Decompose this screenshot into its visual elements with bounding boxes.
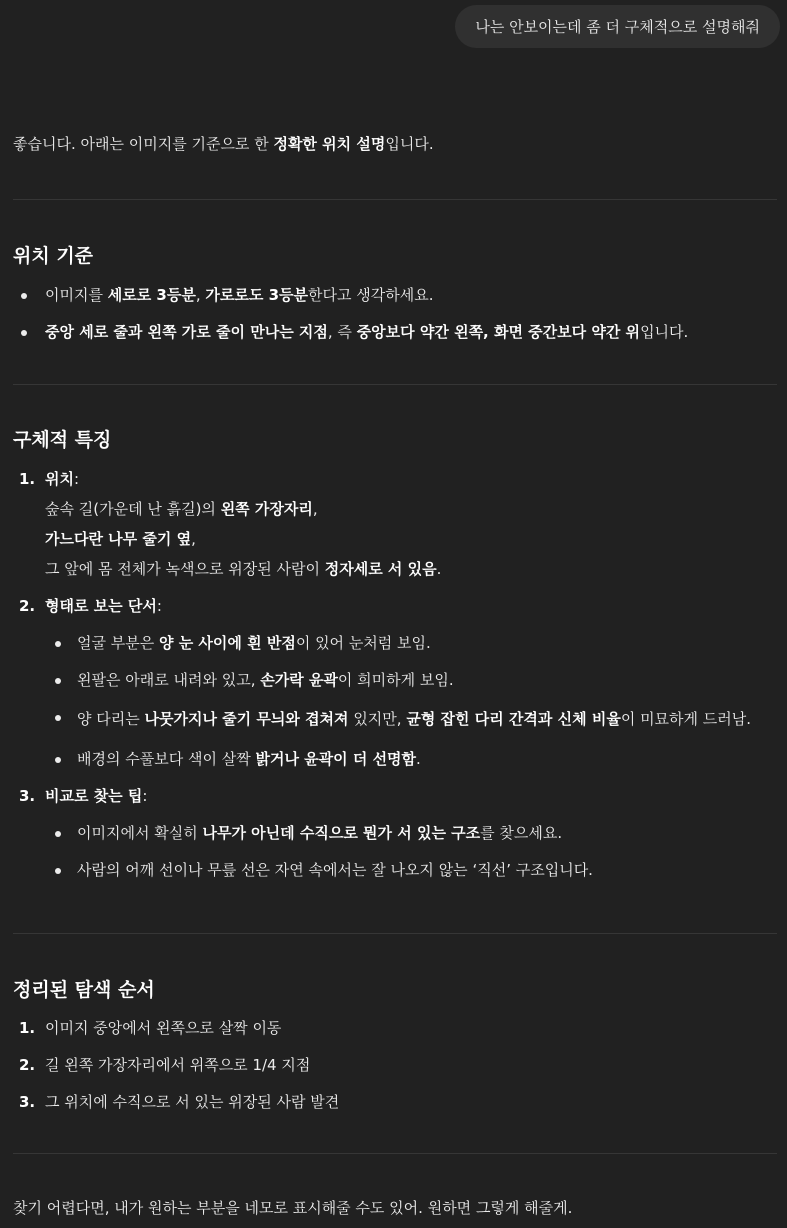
features-ordered-list	[13, 466, 777, 894]
divider	[13, 933, 777, 934]
list-item: 1. 위치: 숲속 길(가운데 난 흙길)의 왼쪽 가장자리, 가느다란 나무 줄기 옆, 그 앞에 몸 전체가 녹색으로 위장된 사람이 정자세로 서 있음.	[19, 470, 442, 578]
list-item: 이미지에서 확실히 나무가 아닌데 수직으로 뭔가 서 있는 구조를 찾으세요.	[45, 820, 777, 846]
list-item: 왼팔은 아래로 내려와 있고, 손가락 윤곽이 희미하게 보임.	[45, 667, 777, 693]
section-heading-position: 위치 기준	[13, 245, 94, 267]
sub-bullet-list	[45, 630, 777, 772]
list-item: 2. 길 왼쪽 가장자리에서 위쪽으로 1/4 지점	[19, 1056, 311, 1074]
position-bullet-list	[13, 282, 777, 356]
section-heading-search-order: 정리된 탐색 순서	[13, 979, 155, 1001]
sub-bullet-list	[45, 820, 777, 883]
intro-paragraph: 좋습니다. 아래는 이미지를 기준으로 한 정확한 위치 설명입니다.	[13, 135, 434, 153]
section-heading-features: 구체적 특징	[13, 429, 112, 451]
divider	[13, 1153, 777, 1154]
divider	[13, 199, 777, 200]
list-item: 중앙 세로 줄과 왼쪽 가로 줄이 만나는 지점, 즉 중앙보다 약간 왼쪽, 화면 중간보다 약간 위입니다.	[13, 319, 777, 345]
list-item: 2. 형태로 보는 단서: 얼굴 부분은 양 눈 사이에 흰 반점이 있어 눈처럼 보임. 왼팔은 아래로 내려와 있고, 손가락 윤곽이 희미하게 보임. 양 다리는 나뭇가지나 줄기 무늬와 겹쳐져 있지만, 균형 잡힌 다리 간격과 신체 비율이 미묘하게 드러남. 배경의 수풀보다 색이 살짝 밝거나 윤곽이 더 선명함.	[13, 593, 777, 772]
closing-paragraph: 찾기 어렵다면, 내가 원하는 부분을 네모로 표시해줄 수도 있어. 원하면 그렇게 해줄게.	[13, 1199, 573, 1217]
search-steps-list	[13, 1015, 777, 1126]
list-item: 이미지를 세로로 3등분, 가로로도 3등분한다고 생각하세요.	[13, 282, 777, 308]
user-message-bubble	[455, 5, 780, 48]
list-item: 3. 그 위치에 수직으로 서 있는 위장된 사람 발견	[19, 1093, 340, 1111]
user-message-text: 나는 안보이는데 좀 더 구체적으로 설명해줘	[475, 17, 760, 36]
list-item: 1. 이미지 중앙에서 왼쪽으로 살짝 이동	[19, 1019, 282, 1037]
list-item: 사람의 어깨 선이나 무릎 선은 자연 속에서는 잘 나오지 않는 ‘직선’ 구조입니다.	[45, 857, 777, 883]
list-item: 배경의 수풀보다 색이 살짝 밝거나 윤곽이 더 선명함.	[45, 746, 777, 772]
list-item: 양 다리는 나뭇가지나 줄기 무늬와 겹쳐져 있지만, 균형 잡힌 다리 간격과 신체 비율이 미묘하게 드러남.	[45, 704, 777, 735]
list-item: 얼굴 부분은 양 눈 사이에 흰 반점이 있어 눈처럼 보임.	[45, 630, 777, 656]
list-item: 3. 비교로 찾는 팁: 이미지에서 확실히 나무가 아닌데 수직으로 뭔가 서 있는 구조를 찾으세요. 사람의 어깨 선이나 무릎 선은 자연 속에서는 잘 나오지 않는 ‘직선’ 구조입니다.	[13, 783, 777, 883]
divider	[13, 384, 777, 385]
